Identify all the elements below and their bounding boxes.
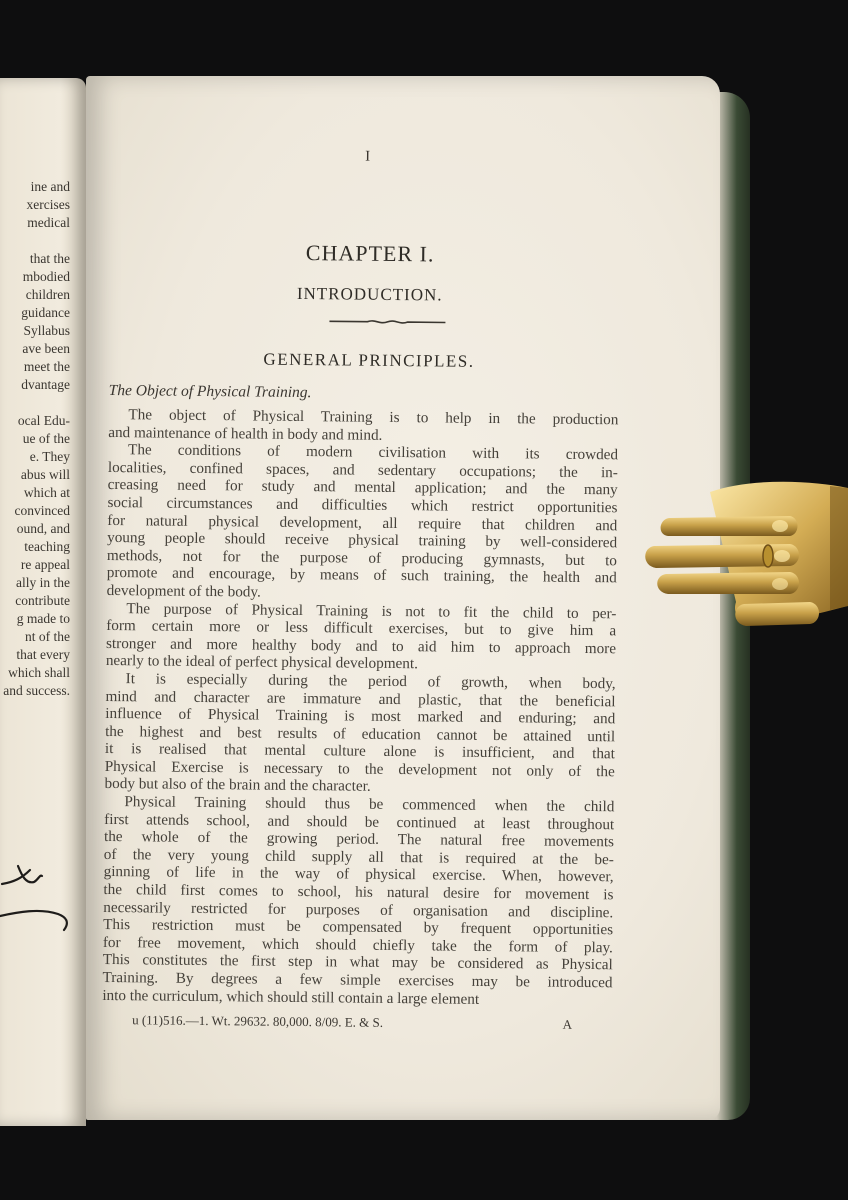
left-page-line: ally in the (16, 575, 70, 590)
left-page-line (0, 394, 70, 412)
left-page-line: ine and (30, 179, 70, 194)
text-line: nearly to the ideal of perfect physical development. (105, 652, 419, 673)
text-line: the whole of the growing period. The natural free movements (103, 828, 615, 851)
text-line: social circumstances and difficulties which restrict opportunities (107, 493, 618, 517)
left-page-line: teaching (24, 539, 70, 554)
section-title: INTRODUCTION. (296, 283, 443, 305)
text-line: first attends school, and should be continued at least throughout (104, 810, 615, 833)
left-page-line: guidance (21, 305, 70, 320)
left-page-line: Syllabus (23, 323, 70, 338)
text-line: young people should receive physical training by well-considered (107, 529, 618, 552)
left-page (0, 78, 86, 1126)
text-line: creasing need for study and mental application; and the many (107, 476, 618, 499)
text-line: body but also of the brain and the character. (104, 775, 371, 796)
page-content (102, 76, 622, 1032)
text-line: methods, not for the purpose of producing gymnasts, but to (106, 546, 618, 570)
text-line: for free movement, which should chiefly take the form of play. (102, 933, 613, 957)
left-page-line: medical (27, 215, 70, 230)
chapter-title: CHAPTER I. (305, 240, 435, 267)
italic-heading: The Object of Physical Training. (108, 381, 312, 402)
left-page-line: children (25, 287, 70, 302)
left-page-line: that every (16, 647, 70, 662)
text-line: promote and encourage, by means of such training, the health and (106, 564, 617, 587)
page-number: I (365, 148, 371, 165)
text-line: form certain more or less difficult exercises, but to give him a (106, 617, 617, 640)
text-line: localities, confined spaces, and sedentary occupations; the in- (107, 458, 618, 482)
left-page-line: meet the (23, 359, 70, 374)
decorative-rule (327, 316, 447, 327)
handwritten-signature (0, 856, 86, 946)
left-page-line: abus will (20, 467, 70, 482)
text-line: It is especially during the period of growth, when body, (125, 670, 616, 693)
text-line: of the very young child supply all that is required at the be- (103, 845, 614, 869)
book-page (86, 76, 720, 1120)
text-line: development of the body. (106, 581, 261, 601)
left-page-line: dvantage (21, 377, 70, 392)
text-line: influence of Physical Training is most marked and enduring; and (105, 705, 616, 728)
text-line: This constitutes the first step in what may be considered as Physical (102, 951, 613, 974)
left-page-line: g made to (16, 611, 70, 626)
left-page-line: which shall (8, 665, 70, 680)
text-line: the child first comes to school, his natural desire for movement is (103, 880, 614, 904)
left-page-line: nt of the (25, 629, 70, 644)
text-line: and maintenance of health in body and mind. (108, 423, 383, 444)
left-page-line: convinced (14, 503, 70, 518)
left-page-line: that the (29, 251, 70, 266)
text-line: for natural physical development, all require that children and (107, 511, 618, 534)
left-page-line: ound, and (16, 521, 70, 536)
left-page-line: e. They (29, 449, 70, 464)
text-line: necessarily restricted for purposes of organisation and discipline. (103, 898, 614, 921)
text-line: the highest and best results of education cannot be attained until (105, 722, 616, 745)
left-page-line: mbodied (22, 269, 70, 284)
left-page-line: which at (23, 485, 70, 500)
left-page-line (0, 232, 70, 250)
left-page-line: ave been (22, 341, 70, 356)
text-line: ginning of life in the way of physical exercise. When, however, (103, 863, 614, 886)
signature-mark: A (562, 1016, 573, 1032)
text-line: The conditions of modern civilisation with its crowded (127, 441, 619, 464)
left-page-line: xercises (26, 197, 70, 212)
left-page-text (0, 178, 70, 700)
body-text (102, 406, 618, 1009)
text-line: it is realised that mental culture alone is insufficient, and that (104, 740, 616, 763)
text-line: into the curriculum, which should still contain a large element (102, 986, 480, 1008)
text-line: Physical Exercise is necessary to the development not only of the (104, 757, 615, 781)
text-line: The object of Physical Training is to help in the production (128, 406, 619, 429)
page-footer (132, 1012, 572, 1033)
text-line: Training. By degrees a few simple exercises may be introduced (102, 968, 613, 992)
text-line: The purpose of Physical Training is not to fit the child to per- (126, 599, 617, 622)
left-page-line: ue of the (22, 431, 70, 446)
left-page-line: re appeal (20, 557, 70, 572)
text-line: Physical Training should thus be commenced when the child (124, 793, 615, 816)
left-page-line: and success. (3, 683, 70, 698)
subsection-title: GENERAL PRINCIPLES. (263, 349, 475, 371)
left-page-line: contribute (15, 593, 70, 608)
printer-imprint: u (11)516.—1. Wt. 29632. 80,000. 8/09. E. & S. (132, 1012, 384, 1030)
text-line: This restriction must be compensated by frequent opportunities (103, 916, 614, 939)
golden-hand-bookmark (640, 474, 848, 644)
text-line: mind and character are immature and plastic, that the beneficial (105, 687, 616, 710)
text-line: stronger and more healthy body and to aid him to approach more (105, 634, 617, 658)
left-page-line: ocal Edu- (17, 413, 70, 428)
